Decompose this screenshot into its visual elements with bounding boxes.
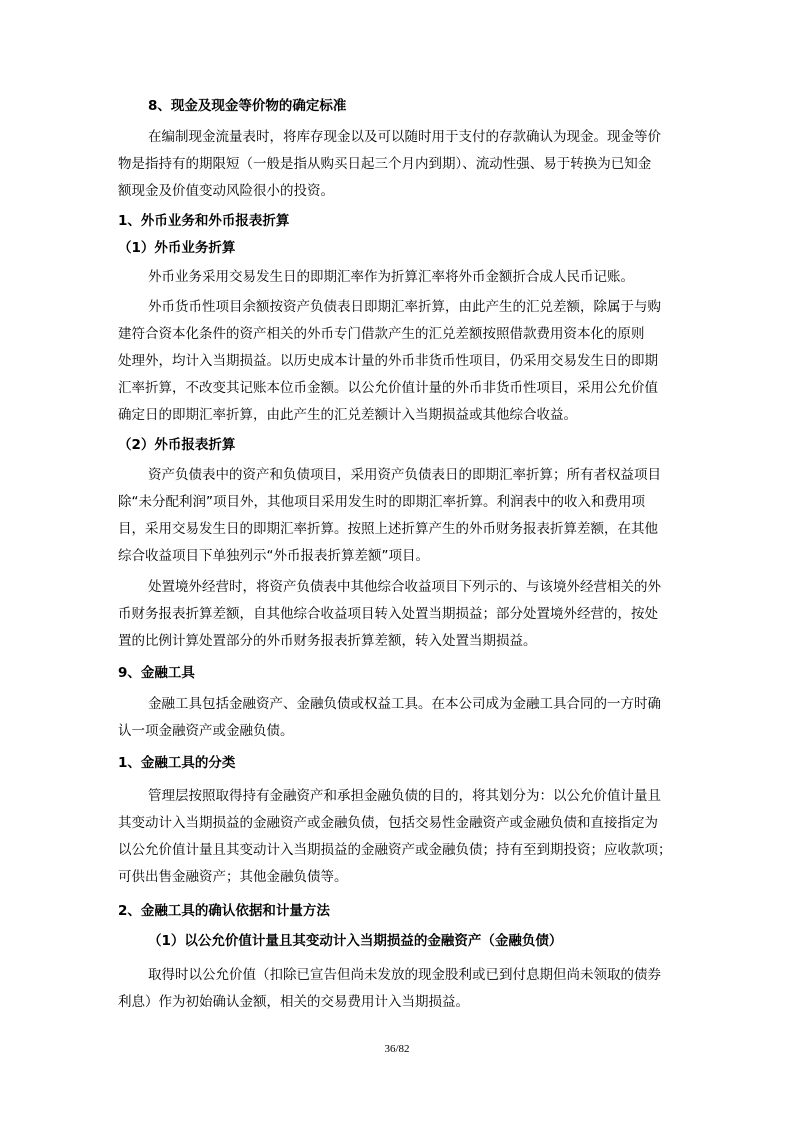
subsection-heading: （1）外币业务折算: [118, 240, 236, 256]
body-text-line: 汇率折算，不改变其记账本位币金额。以公允价值计量的外币非货币性项目，采用公允价值: [118, 380, 658, 396]
section-heading: 2、金融工具的确认依据和计量方法: [118, 903, 330, 919]
body-text-line: 金融工具包括金融资产、金融负债或权益工具。在本公司成为金融工具合同的一方时确: [148, 696, 661, 712]
body-text-line: 外币业务采用交易发生日的即期汇率作为折算汇率将外币金额折合成人民币记账。: [148, 269, 634, 285]
body-text-line: 除“未分配利润”项目外，其他项目采用发生时的即期汇率折算。利润表中的收入和费用项: [118, 494, 645, 510]
section-heading: 8、现金及现金等价物的确定标准: [148, 98, 347, 114]
section-heading: 9、金融工具: [118, 665, 195, 681]
body-text-line: 资产负债表中的资产和负债项目，采用资产负债表日的即期汇率折算；所有者权益项目: [148, 467, 661, 483]
body-text-line: 币财务报表折算差额，自其他综合收益项目转入处置当期损益；部分处置境外经营的，按处: [118, 606, 658, 622]
body-text-line: 物是指持有的期限短（一般是指从购买日起三个月内到期）、流动性强、易于转换为已知金: [118, 156, 652, 172]
body-text-line: 确定日的即期汇率折算，由此产生的汇兑差额计入当期损益或其他综合收益。: [118, 407, 577, 423]
body-text-line: 其变动计入当期损益的金融资产或金融负债，包括交易性金融资产或金融负债和直接指定为: [118, 815, 658, 831]
body-text-line: 处置境外经营时，将资产负债表中其他综合收益项目下列示的、与该境外经营相关的外: [148, 579, 661, 595]
body-text-line: 处理外，均计入当期损益。以历史成本计量的外币非货币性项目，仍采用交易发生日的即期: [118, 353, 658, 369]
body-text-line: 取得时以公允价值（扣除已宣告但尚未发放的现金股利或已到付息期但尚未领取的债券: [148, 967, 661, 983]
section-heading: 1、金融工具的分类: [118, 755, 236, 771]
body-text-line: 可供出售金融资产；其他金融负债等。: [118, 869, 348, 885]
section-heading: 1、外币业务和外币报表折算: [118, 213, 290, 229]
body-text-line: 置的比例计算处置部分的外币财务报表折算差额，转入处置当期损益。: [118, 633, 537, 649]
body-text-line: 在编制现金流量表时，将库存现金以及可以随时用于支付的存款确认为现金。现金等价: [148, 129, 661, 145]
body-text-line: 目，采用交易发生日的即期汇率折算。按照上述折算产生的外币财务报表折算差额，在其他: [118, 521, 658, 537]
subsection-heading: （1）以公允价值计量且其变动计入当期损益的金融资产（金融负债）: [148, 933, 563, 949]
body-text-line: 管理层按照取得持有金融资产和承担金融负债的目的，将其划分为：以公允价值计量且: [148, 788, 661, 804]
subsection-heading: （2）外币报表折算: [118, 437, 236, 453]
body-text-line: 利息）作为初始确认金额，相关的交易费用计入当期损益。: [118, 994, 469, 1010]
body-text-line: 认一项金融资产或金融负债。: [118, 723, 294, 739]
body-text-line: 建符合资本化条件的资产相关的外币专门借款产生的汇兑差额按照借款费用资本化的原则: [118, 326, 645, 342]
body-text-line: 综合收益项目下单独列示“外币报表折算差额”项目。: [118, 548, 429, 564]
body-text-line: 以公允价值计量且其变动计入当期损益的金融资产或金融负债；持有至到期投资；应收款项；: [118, 842, 672, 858]
body-text-line: 额现金及价值变动风险很小的投资。: [118, 183, 334, 199]
body-text-line: 外币货币性项目余额按资产负债表日即期汇率折算，由此产生的汇兑差额，除属于与购: [148, 299, 661, 315]
page-number: 36/82: [384, 1043, 410, 1055]
